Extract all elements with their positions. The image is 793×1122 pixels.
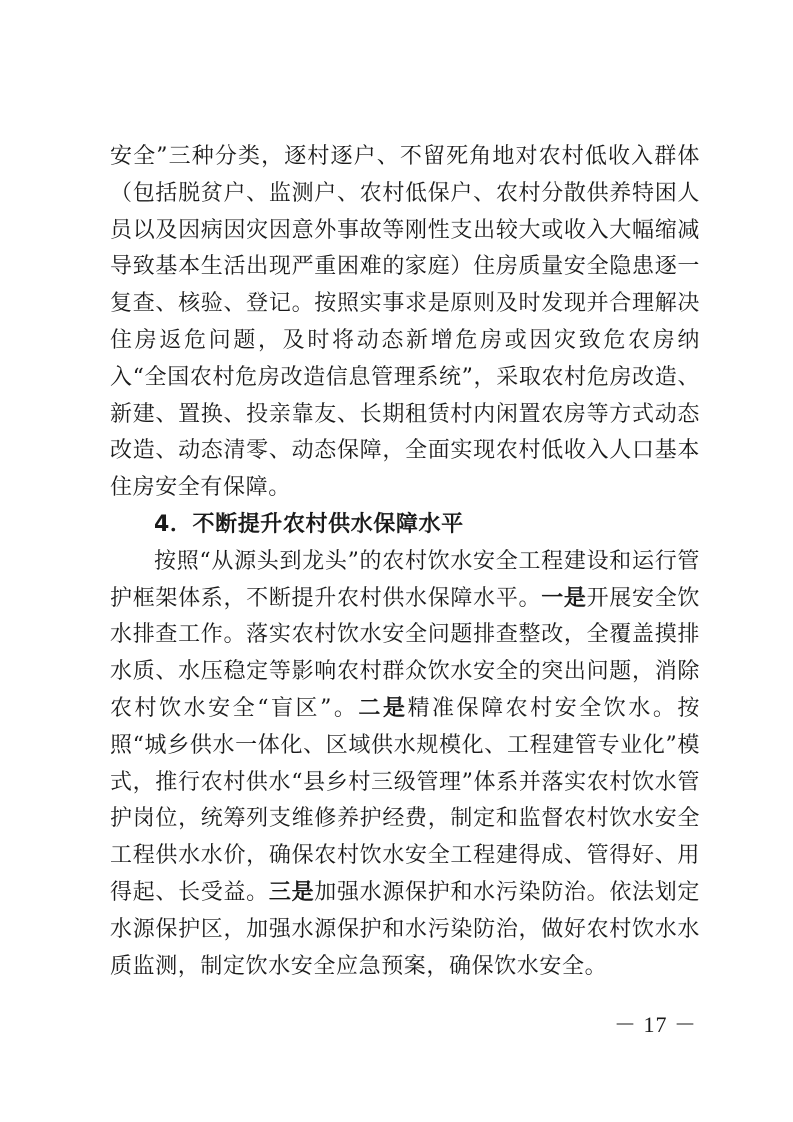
page-number: － 17 － (613, 1012, 697, 1037)
point-text-1: 开展安全饮水排查工作。落实农村饮水安全问题排查整改，全覆盖摸排水质、水压稳定等影响农村群众饮水安全的突出问题，消除农村饮水安全“盲区”。 (110, 585, 700, 721)
point-marker-1: 一是 (541, 585, 587, 611)
point-text-2: 精准保障农村安全饮水。按照“城乡供水一体化、区域供水规模化、工程建管专业化”模式，推行农村供水“县乡村三级管理”体系并落实农村饮水管护岗位，统筹列支维修养护经费，制定和监督农村饮水安全工程供水水价，确保农村饮水安全工程建得成、管得好、用得起、长受益。 (110, 695, 700, 905)
point-text-3: 加强水源保护和水污染防治。依法划定水源保护区，加强水源保护和水污染防治，做好农村饮水水质监测，制定饮水安全应急预案，确保饮水安全。 (110, 879, 701, 979)
paragraph-intro: 按照“从源头到龙头”的农村饮水安全工程建设和运行管护框架体系，不断提升农村供水保障水平。 (110, 548, 700, 611)
section-heading: 4．不断提升农村供水保障水平 (154, 511, 464, 537)
paragraph-water-supply (110, 544, 700, 986)
point-marker-2: 二是 (358, 695, 408, 721)
document-body (110, 139, 700, 985)
point-marker-3: 三是 (268, 879, 315, 905)
paragraph-housing-safety: 安全”三种分类，逐村逐户、不留死角地对农村低收入群体（包括脱贫户、监测户、农村低保户、农村分散供养特困人员以及因病因灾因意外事故等刚性支出较大或收入大幅缩减导致基本生活出现严重困难的家庭）住房质量安全隐患逐一复查、核验、登记。按照实事求是原则及时发现并合理解决住房返危问题，及时将动态新增危房或因灾致危农房纳入“全国农村危房改造信息管理系统”，采取农村危房改造、新建、置换、投亲靠友、长期租赁村内闲置农房等方式动态改造、动态清零、动态保障，全面实现农村低收入人口基本住房安全有保障。 (110, 144, 700, 501)
